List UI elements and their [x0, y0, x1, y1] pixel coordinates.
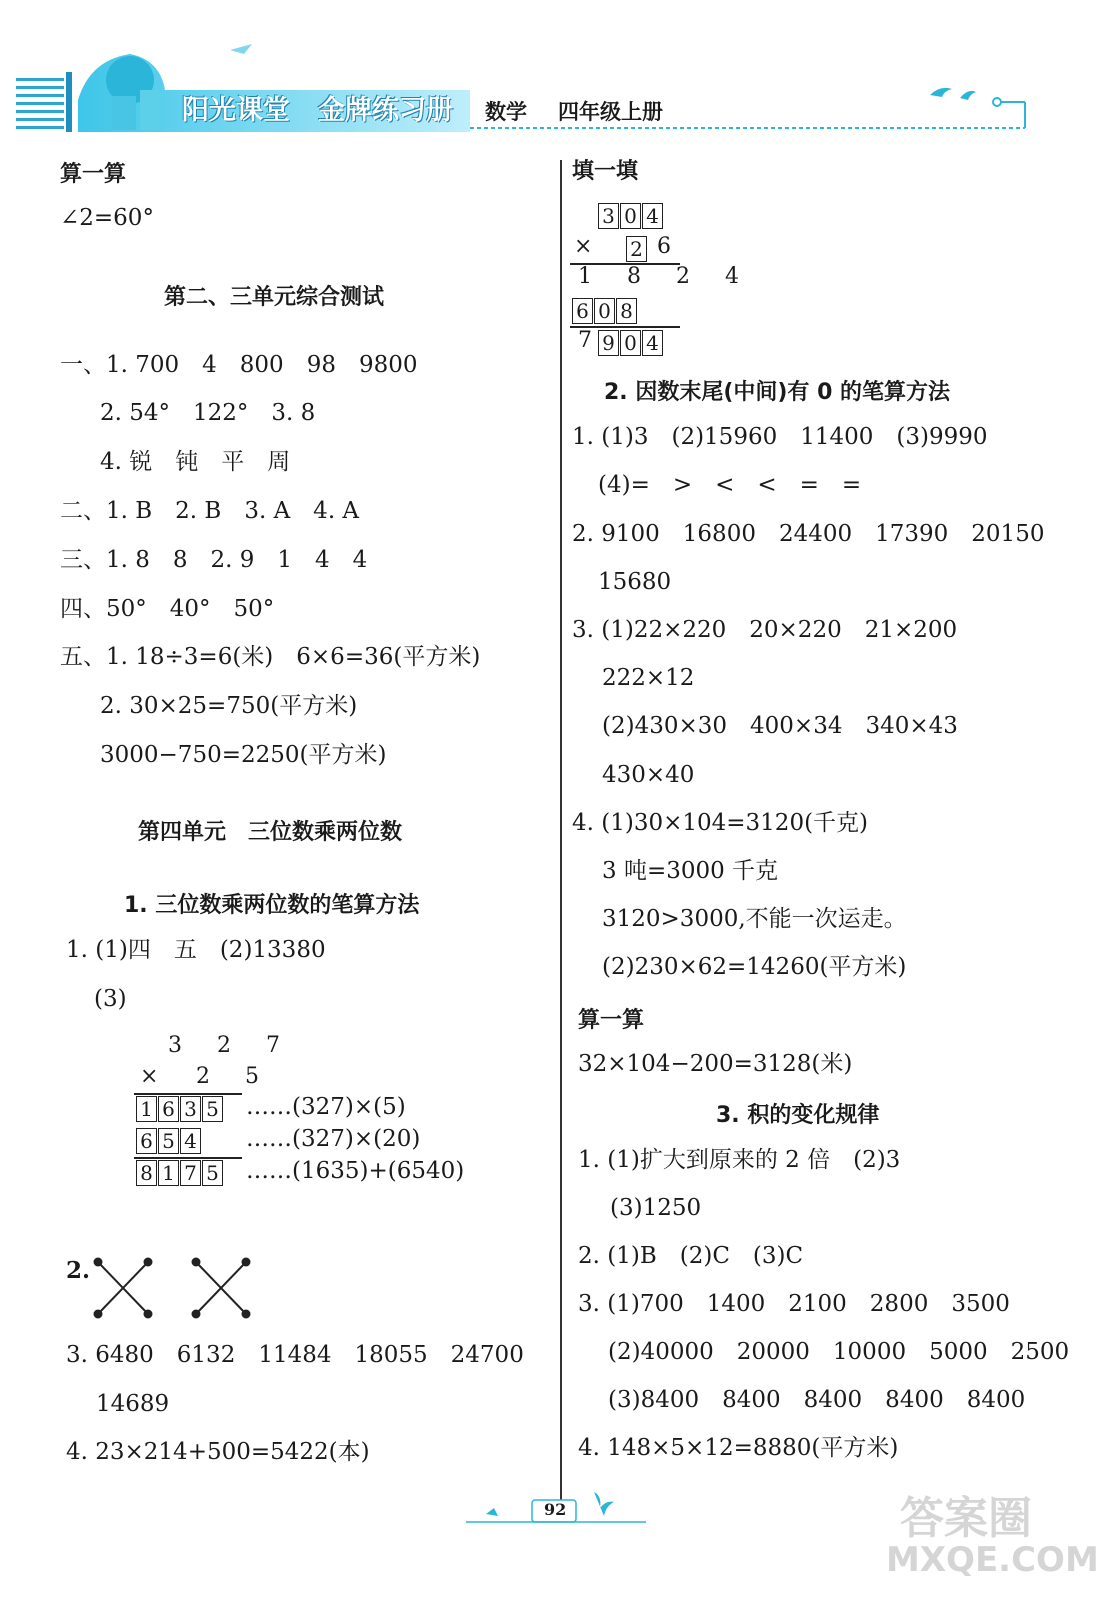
answer-line: ∠2=60° [60, 205, 154, 231]
answer-line: 4. 锐 钝 平 周 [100, 449, 291, 475]
page-number: 92 [544, 1500, 567, 1519]
answer-line: (3)8400 8400 8400 8400 8400 [608, 1387, 1026, 1413]
answer-line: (3)1250 [610, 1195, 702, 1221]
watermark-url: MXQE.COM [886, 1540, 1099, 1580]
answer-line: 三、1. 8 8 2. 9 1 4 4 [60, 547, 368, 573]
calc-rule [134, 1093, 242, 1095]
section-title: 2. 因数末尾(中间)有 0 的笔算方法 [604, 380, 951, 405]
answer-line: (2)430×30 400×34 340×43 [602, 713, 958, 739]
partial-product-2: 6 0 8 [572, 298, 638, 324]
section-title-fill: 填一填 [572, 159, 639, 184]
answer-line: 2. 54° 122° 3. 8 [100, 400, 316, 426]
answer-line: 4. 23×214+500=5422(本) [66, 1439, 370, 1465]
answer-line: 2. 30×25=750(平方米) [100, 693, 358, 719]
answer-line: 4. 148×5×12=8880(平方米) [578, 1435, 899, 1461]
answer-line: (2)40000 20000 10000 5000 2500 [608, 1339, 1070, 1365]
answer-line: 3120>3000,不能一次运走。 [602, 906, 907, 932]
answer-line: 四、50° 40° 50° [60, 596, 275, 622]
calc-note: ……(327)×(20) [246, 1126, 421, 1152]
answer-line: 2. 9100 16800 24400 17390 20150 [572, 521, 1045, 547]
unit-title: 第四单元 三位数乘两位数 [138, 820, 403, 845]
partial-product-2: 6 5 4 [136, 1128, 202, 1154]
answer-line: 一、1. 700 4 800 98 9800 [60, 352, 418, 378]
answer-line: 2. [66, 1257, 91, 1284]
answer-line: (2)230×62=14260(平方米) [602, 954, 907, 980]
answer-line: (3) [94, 986, 127, 1012]
matching-lines-graphic [92, 1256, 262, 1320]
section-title-calc: 算一算 [578, 1008, 645, 1033]
product-first-digit: 7 [578, 328, 592, 353]
header-subject: 数学 [485, 100, 527, 124]
answer-line: 14689 [96, 1391, 170, 1417]
calc-note: ……(327)×(5) [246, 1094, 406, 1120]
multiplier: 2 5 [196, 1064, 273, 1089]
answer-line: 15680 [598, 569, 672, 595]
answer-line: 1. (1)3 (2)15960 11400 (3)9990 [572, 424, 988, 450]
header-brand-1: 阳光课堂 [182, 95, 290, 126]
calc-note: ……(1635)+(6540) [246, 1158, 465, 1184]
answer-line: 3. (1)700 1400 2100 2800 3500 [578, 1291, 1010, 1317]
page-header [0, 40, 1076, 140]
answer-line: (4)= > < < = = [598, 472, 862, 498]
header-brand-2: 金牌练习册 [318, 95, 453, 126]
answer-line: 3. 6480 6132 11484 18055 24700 [66, 1342, 524, 1368]
section-title: 1. 三位数乘两位数的笔算方法 [124, 893, 420, 918]
answer-line: 430×40 [602, 762, 695, 788]
header-grade: 四年级上册 [558, 100, 663, 124]
answer-line: 3 吨=3000 千克 [602, 858, 779, 884]
multiplier-box: 2 [626, 236, 648, 262]
answer-line: 2. (1)B (2)C (3)C [578, 1243, 804, 1269]
header-banner-graphic [0, 40, 1076, 140]
product-boxes: 9 0 4 [598, 330, 664, 356]
answer-line: 1. (1)扩大到原来的 2 倍 (2)3 [578, 1147, 901, 1173]
times-sign: × [140, 1064, 159, 1089]
product: 8 1 7 5 [136, 1160, 224, 1186]
multiplicand-boxes: 3 0 4 [598, 203, 664, 229]
times-sign: × [574, 234, 593, 259]
watermark [880, 1482, 1099, 1592]
test-title: 第二、三单元综合测试 [164, 285, 385, 310]
partial-product-1: 1 8 2 4 [578, 264, 753, 289]
section-title-calc: 算一算 [60, 162, 127, 187]
partial-product-1: 1 6 3 5 [136, 1096, 224, 1122]
multiplier-digit: 6 [657, 234, 671, 259]
section-title: 3. 积的变化规律 [716, 1103, 880, 1128]
answer-line: 五、1. 18÷3=6(米) 6×6=36(平方米) [60, 644, 481, 670]
answer-line: 32×104−200=3128(米) [578, 1051, 853, 1077]
multiplicand: 3 2 7 [168, 1033, 294, 1058]
answer-line: 二、1. B 2. B 3. A 4. A [60, 498, 360, 524]
answer-line: 3000−750=2250(平方米) [100, 742, 387, 768]
watermark-logo-text: 答案圈 [900, 1493, 1032, 1544]
answer-line: 1. (1)四 五 (2)13380 [66, 937, 326, 963]
column-divider [560, 160, 562, 1500]
answer-line: 4. (1)30×104=3120(千克) [572, 810, 869, 836]
answer-line: 222×12 [602, 665, 695, 691]
answer-line: 3. (1)22×220 20×220 21×200 [572, 617, 958, 643]
calc-rule [134, 1157, 242, 1159]
